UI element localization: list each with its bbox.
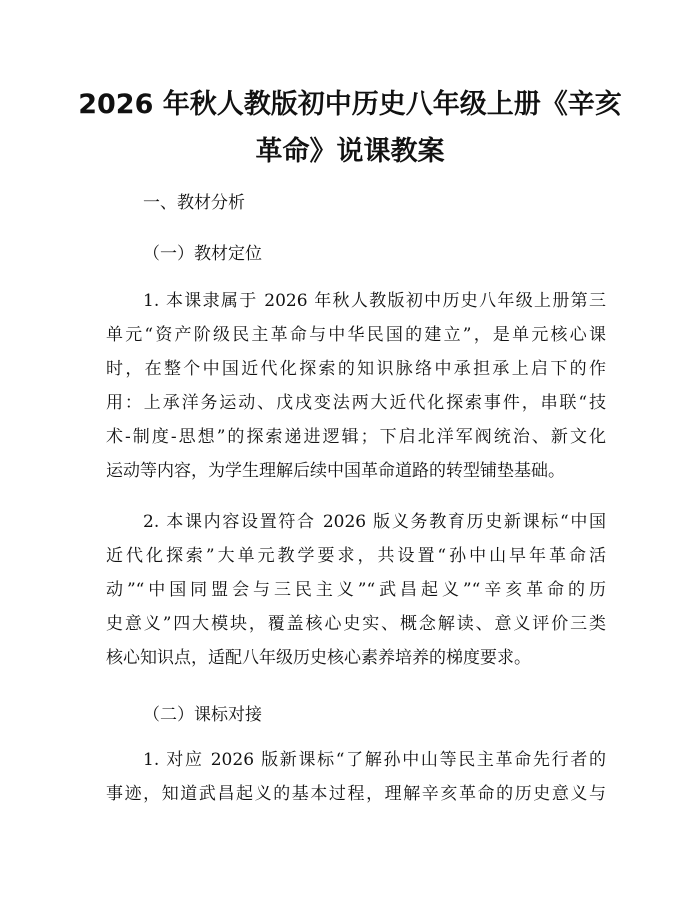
paragraph-line: 单元“资产阶级民主革命与中华民国的建立”，是单元核心课 <box>106 325 606 345</box>
paragraph-line: 时，在整个中国近代化探索的知识脉络中承担承上启下的作 <box>106 359 606 379</box>
paragraph-line: 用：上承洋务运动、戊戌变法两大近代化探索事件，串联“技 <box>106 393 606 413</box>
paragraph-line: 史意义”四大模块，覆盖核心史实、概念解读、意义评价三类 <box>106 614 606 634</box>
section-heading-textbook-analysis: 一、教材分析 <box>143 193 245 213</box>
subsection-heading-positioning: （一）教材定位 <box>143 244 262 264</box>
paragraph-line: 事迹，知道武昌起义的基本过程，理解辛亥革命的历史意义与 <box>106 784 606 804</box>
subsection-heading-curriculum: （二）课标对接 <box>143 705 262 725</box>
paragraph-line: 1. 本课隶属于 2026 年秋人教版初中历史八年级上册第三 <box>143 291 606 311</box>
paragraph-line: 2. 本课内容设置符合 2026 版义务教育历史新课标“中国 <box>143 512 606 532</box>
paragraph-line: 运动等内容，为学生理解后续中国革命道路的转型铺垫基础。 <box>106 461 565 481</box>
paragraph-line: 核心知识点，适配八年级历史核心素养培养的梯度要求。 <box>106 648 531 668</box>
paragraph-line: 术-制度-思想”的探索递进逻辑；下启北洋军阀统治、新文化 <box>106 427 606 447</box>
paragraph-line: 1. 对应 2026 版新课标“了解孙中山等民主革命先行者的 <box>143 750 606 770</box>
document-title-line-2: 革命》说课教案 <box>255 136 445 167</box>
paragraph-3 <box>106 743 606 811</box>
document-title-line-1: 2026 年秋人教版初中历史八年级上册《辛亥 <box>78 89 622 120</box>
paragraph-2 <box>106 505 606 675</box>
paragraph-line: 动”“中国同盟会与三民主义”“武昌起义”“辛亥革命的历 <box>106 580 606 600</box>
paragraph-line: 近代化探索”大单元教学要求，共设置“孙中山早年革命活 <box>106 546 606 566</box>
paragraph-1 <box>106 284 606 488</box>
